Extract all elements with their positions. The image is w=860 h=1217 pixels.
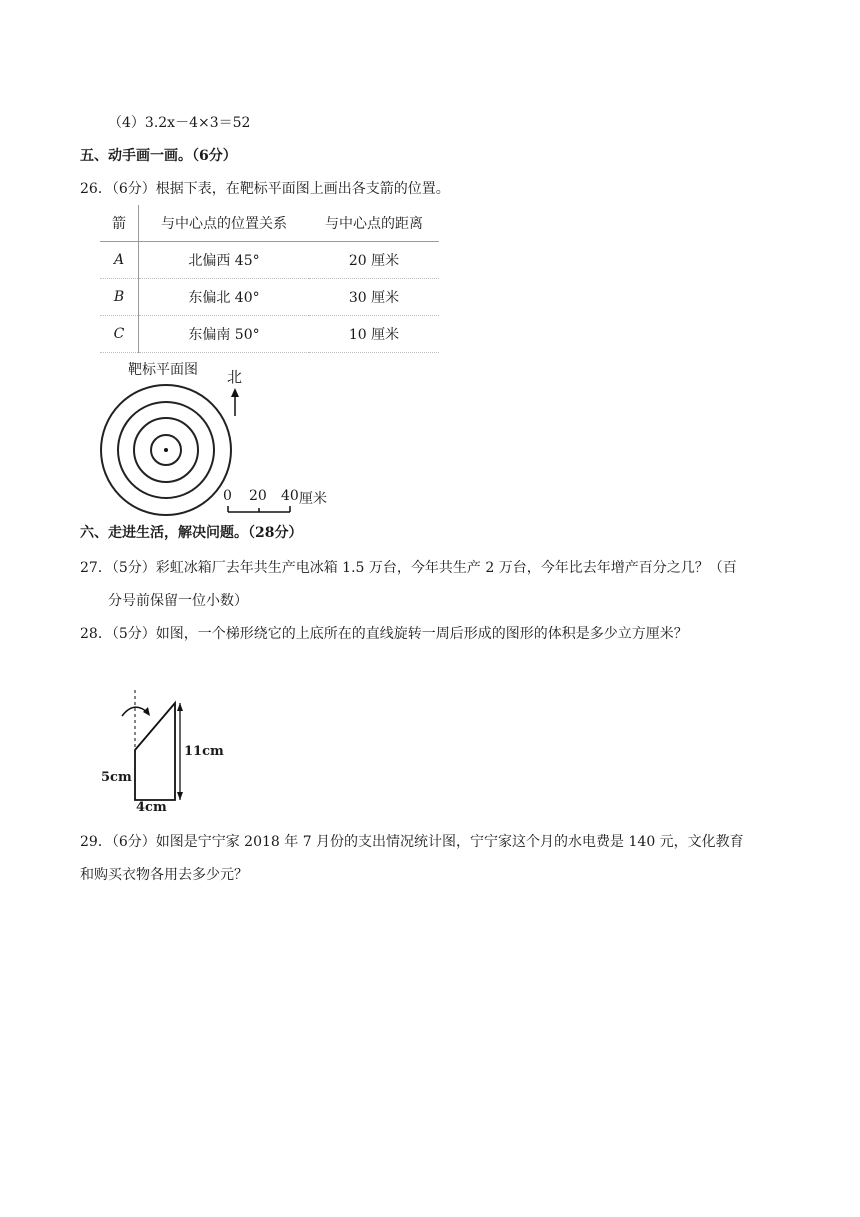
table-cell: A <box>100 242 139 279</box>
table-cell: 北偏西 45° <box>139 242 310 279</box>
scale-tick-40: 40 <box>281 488 299 504</box>
question-27-line-2: 分号前保留一位小数） <box>108 593 248 609</box>
scale-tick-0: 0 <box>223 488 232 504</box>
table-cell: 10 厘米 <box>309 316 439 353</box>
table-cell: 东偏南 50° <box>139 316 310 353</box>
scale-tick-20: 20 <box>249 488 267 504</box>
table-cell: 20 厘米 <box>309 242 439 279</box>
table-header-cell: 与中心点的距离 <box>309 205 439 242</box>
question-26: 26．（6分）根据下表，在靶标平面图上画出各支箭的位置。 <box>80 181 450 197</box>
height-dimension <box>177 703 183 800</box>
trapezoid-shape <box>135 703 175 800</box>
question-29-line-2: 和购买衣物各用去多少元？ <box>80 867 248 883</box>
table-cell: B <box>100 279 139 316</box>
question-27-line-1: 27．（5分）彩虹冰箱厂去年共生产电冰箱 1.5 万台，今年共生产 2 万台，今年比去年增产百分之几？（百 <box>80 560 737 576</box>
target-title: 靶标平面图 <box>128 362 198 378</box>
table-header-cell: 箭 <box>100 205 139 242</box>
table-header-cell: 与中心点的位置关系 <box>139 205 310 242</box>
scale-unit: 厘米 <box>299 491 327 507</box>
question-28: 28．（5分）如图，一个梯形绕它的上底所在的直线旋转一周后形成的图形的体积是多少立方厘米？ <box>80 626 688 642</box>
trapezoid-height-label: 11cm <box>184 744 224 759</box>
table-cell: C <box>100 316 139 353</box>
table-cell: 东偏北 40° <box>139 279 310 316</box>
section-6-heading: 六、走进生活，解决问题。（28分） <box>80 525 303 541</box>
question-29-line-1: 29．（6分）如图是宁宁家 2018 年 7 月份的支出情况统计图，宁宁家这个月的水电费是 140 元，文化教育 <box>80 834 744 850</box>
trapezoid-left-label: 5cm <box>101 770 132 785</box>
table-cell: 30 厘米 <box>309 279 439 316</box>
north-label: 北 <box>227 368 243 386</box>
equation-4: （4）3.2x－4×3＝52 <box>108 115 251 131</box>
section-5-heading: 五、动手画一画。（6分） <box>80 148 237 164</box>
trapezoid-bottom-label: 4cm <box>136 800 167 815</box>
